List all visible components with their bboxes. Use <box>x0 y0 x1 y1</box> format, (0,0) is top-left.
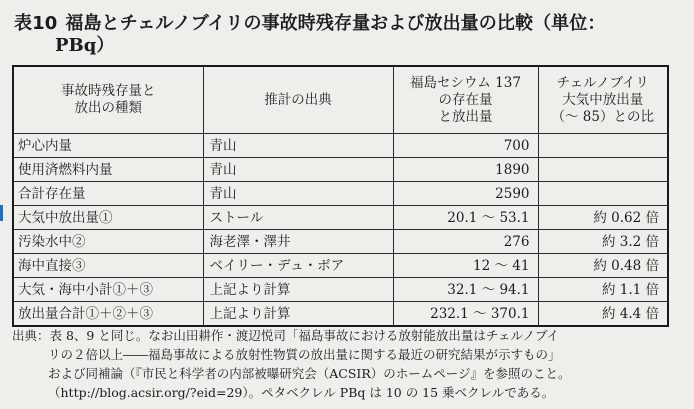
row-ratio <box>538 134 668 158</box>
row-ratio: 約 1.1 倍 <box>538 278 668 302</box>
header-category: 事故時残存量と 放出の種類 <box>13 66 203 134</box>
row-category: 大気中放出量① <box>13 206 203 230</box>
row-ratio: 約 0.62 倍 <box>538 206 668 230</box>
table-row <box>13 182 668 206</box>
table-row <box>13 302 668 327</box>
row-category: 合計存在量 <box>13 182 203 206</box>
comparison-table <box>12 65 669 327</box>
row-ratio <box>538 182 668 206</box>
table-row <box>13 278 668 302</box>
table-row <box>13 230 668 254</box>
row-category: 汚染水中② <box>13 230 203 254</box>
row-category: 使用済燃料内量 <box>13 158 203 182</box>
row-category: 海中直接③ <box>13 254 203 278</box>
row-category: 大気・海中小計①＋③ <box>13 278 203 302</box>
table-title-unit: PBq） <box>55 35 115 56</box>
row-amount: 12 ～ 41 <box>393 254 538 278</box>
row-source: ストール <box>203 206 393 230</box>
note-line: 出典：表 8、9 と同じ。なお山田耕作・渡辺悦司「福島事故における放射能放出量はチェルノブイ <box>12 328 559 343</box>
row-amount: 2590 <box>393 182 538 206</box>
table-number: 表10 <box>14 13 58 34</box>
source-note <box>12 326 687 402</box>
row-ratio: 約 4.4 倍 <box>538 302 668 327</box>
side-marker <box>0 205 3 221</box>
row-ratio: 約 0.48 倍 <box>538 254 668 278</box>
row-amount: 232.1 ～ 370.1 <box>393 302 538 327</box>
row-amount: 1890 <box>393 158 538 182</box>
row-ratio <box>538 158 668 182</box>
header-chernobyl-ratio: チェルノブイリ 大気中放出量 （～ 85）との比 <box>538 66 668 134</box>
row-source: ベイリー・デュ・ボア <box>203 254 393 278</box>
note-line: リの２倍以上――福島事故による放射性物質の放出量に関する最近の研究結果が示すもの」 <box>48 347 561 362</box>
row-category: 放出量合計①＋②＋③ <box>13 302 203 327</box>
row-amount: 20.1 ～ 53.1 <box>393 206 538 230</box>
table-header-row <box>13 66 668 134</box>
table-row <box>13 206 668 230</box>
row-source: 青山 <box>203 182 393 206</box>
row-amount: 276 <box>393 230 538 254</box>
row-category: 炉心内量 <box>13 134 203 158</box>
header-fukushima-amount: 福島セシウム 137 の存在量 と放出量 <box>393 66 538 134</box>
row-source: 上記より計算 <box>203 302 393 327</box>
table-title-text: 福島とチェルノブイリの事故時残存量および放出量の比較（単位： <box>65 13 606 34</box>
header-source: 推計の出典 <box>203 66 393 134</box>
row-amount: 32.1 ～ 94.1 <box>393 278 538 302</box>
row-source: 上記より計算 <box>203 278 393 302</box>
row-amount: 700 <box>393 134 538 158</box>
table-title <box>14 13 684 35</box>
row-source: 青山 <box>203 158 393 182</box>
table-row <box>13 134 668 158</box>
note-line: （http://blog.acsir.org/?eid=29）。ペタベクレル PBq は 10 の 15 乗ベクレルである。 <box>48 385 555 400</box>
table-row <box>13 158 668 182</box>
note-line: および同補論（『市民と科学者の内部被曝研究会（ACSIR）のホームページ』を参照のこと。 <box>48 366 571 381</box>
row-source: 青山 <box>203 134 393 158</box>
row-ratio: 約 3.2 倍 <box>538 230 668 254</box>
table-row <box>13 254 668 278</box>
row-source: 海老澤・澤井 <box>203 230 393 254</box>
